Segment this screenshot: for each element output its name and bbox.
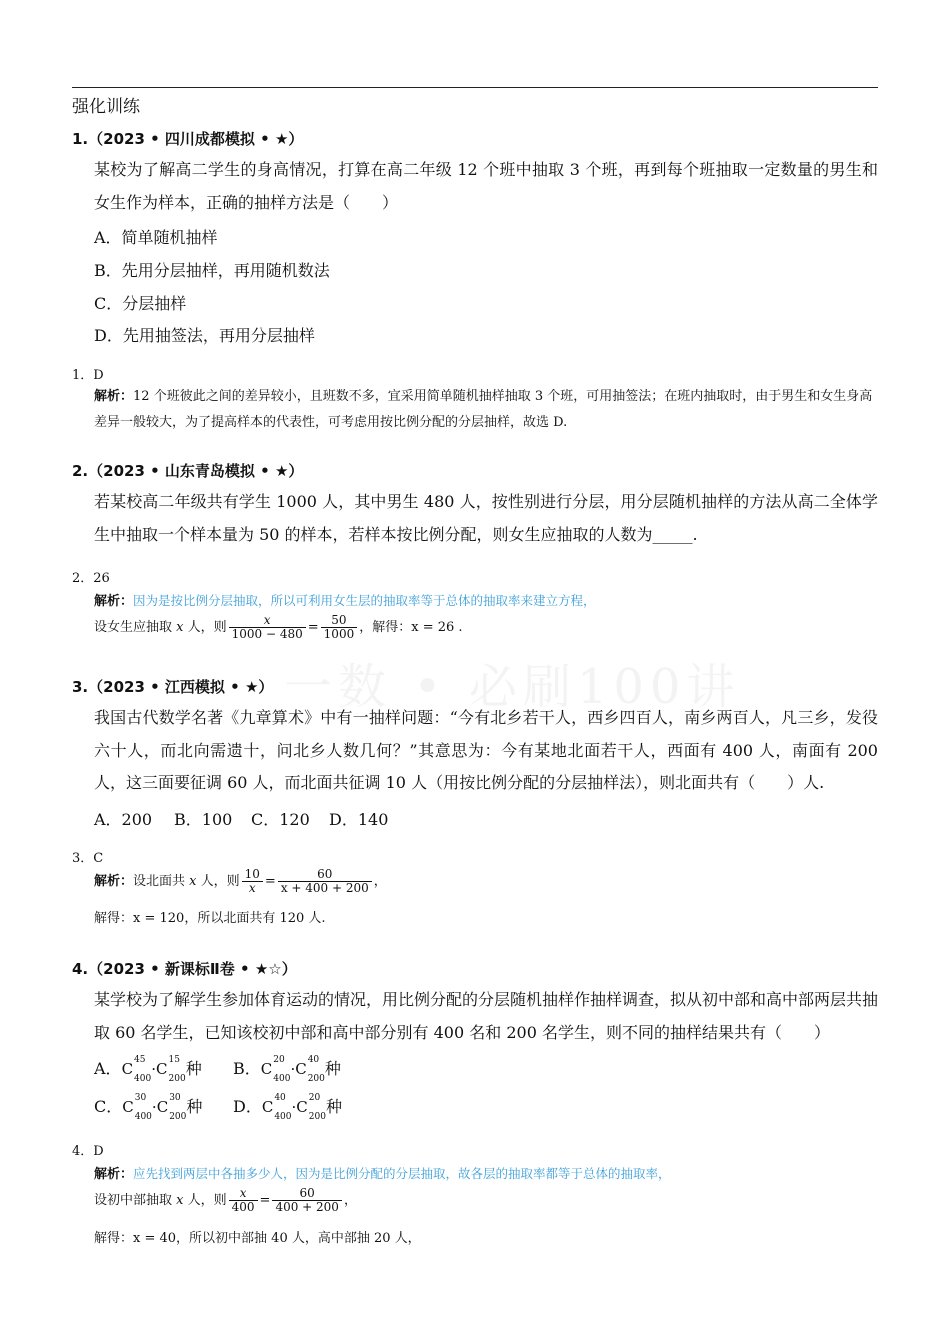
fraction: $\frac{x}{1000 - 480}$ — [229, 614, 306, 641]
question-4-option-b: B．$C^{20}$ $_{400}\cdot C^{40}$ $_{200}$种 — [233, 1055, 341, 1084]
answer-2: 2．26 — [72, 571, 110, 586]
solution-1-text: 12 个班彼此之间的差异较小，且班数不多，宜采用简单随机抽样抽取 3 个班，可用抽签法；在班内抽取时，由于男生和女生身高差异一般较大，为了提高样本的代表性，可考虑用按比例分配的分层抽样，故选 D. — [94, 389, 873, 430]
answer-1: 1．D — [72, 368, 104, 383]
question-3-option-b: B．100 — [174, 810, 233, 829]
question-3-option-a: A．200 — [94, 810, 153, 829]
solution-1 — [94, 384, 878, 436]
question-1-option-c: C．分层抽样 — [94, 294, 187, 313]
solution-4-line-3: 解得：x = 40，所以初中部抽 40 人，高中部抽 20 人， — [94, 1231, 421, 1246]
fraction: $\frac{60}{x + 400 + 200}$ — [278, 868, 372, 895]
solution-3-line-2: 解得：x = 120，所以北面共有 120 人. — [94, 911, 326, 926]
solution-label: 解析： — [94, 594, 134, 609]
answer-4: 4．D — [72, 1144, 104, 1159]
question-1-option-a: A．简单随机抽样 — [94, 228, 218, 247]
question-2-text: 若某校高二年级共有学生 1000 人，其中男生 480 人，按性别进行分层，用分层随机抽样的方法从高二全体学生中抽取一个样本量为 50 的样本，若样本按比例分配，则女生应抽取的人数为_____. — [94, 492, 878, 544]
question-1-option-d: D．先用抽签法，再用分层抽样 — [94, 326, 315, 345]
solution-4-line-2: 设初中部抽取 x 人，则 $\frac{x}{400}$ = $\frac{60}{400 + 200}$ ， — [94, 1186, 357, 1215]
solution-2-line-1 — [94, 588, 878, 615]
fraction: $\frac{60}{400 + 200}$ — [272, 1187, 342, 1214]
solution-label: 解析： — [94, 389, 134, 404]
question-3-header: 3.（2023 • 江西模拟 • ★） — [72, 678, 274, 696]
question-1-header: 1.（2023 • 四川成都模拟 • ★） — [72, 130, 304, 148]
question-4-text: 某学校为了解学生参加体育运动的情况，用比例分配的分层随机抽样作抽样调查，拟从初中部和高中部两层共抽取 60 名学生，已知该校初中部和高中部分别有 400 名和 200 名学生，则不同的抽样结果共有（ ） — [94, 990, 879, 1042]
question-3-text: 我国古代数学名著《九章算术》中有一抽样问题：“今有北乡若干人，西乡四百人，南乡两百人，凡三乡，发役六十人，而北向需遗十，问北乡人数几何？”其意思为：今有某地北面若干人，西面有 400 人，南面有 200 人，这三面要征调 60 人，而北面共征调 10 人（用按比例分配的分层抽样法），则北面共有（ ）人. — [94, 708, 878, 792]
fraction: $\frac{10}{x}$ — [242, 868, 263, 895]
section-title: 强化训练 — [72, 97, 140, 117]
question-3-option-c: C．120 — [251, 810, 310, 829]
solution-2-hint: 因为是按比例分层抽取，所以可利用女生层的抽取率等于总体的抽取率来建立方程， — [133, 593, 596, 608]
top-rule — [72, 87, 878, 88]
solution-2-line-2: 设女生应抽取 x 人，则 $\frac{x}{1000 - 480}$ = $\frac{50}{1000}$ ，解得：x = 26 . — [94, 613, 463, 642]
question-4-option-d: D．$C^{40}$ $_{400}\cdot C^{20}$ $_{200}$种 — [233, 1093, 342, 1122]
answer-3: 3．C — [72, 851, 104, 866]
fraction: $\frac{x}{400}$ — [229, 1187, 258, 1214]
question-4-header: 4.（2023 • 新课标Ⅱ卷 • ★☆） — [72, 960, 297, 978]
question-1-option-b: B．先用分层抽样，再用随机数法 — [94, 261, 330, 280]
solution-3-line-1: 解析：设北面共 x 人，则 $\frac{10}{x}$ = $\frac{60}{x + 400 + 200}$ ， — [94, 867, 387, 896]
fraction: $\frac{50}{1000}$ — [321, 614, 358, 641]
question-4-option-c: C．$C^{30}$ $_{400}\cdot C^{30}$ $_{200}$种 — [94, 1093, 203, 1122]
question-1-text: 某校为了解高二学生的身高情况，打算在高二年级 12 个班中抽取 3 个班，再到每个班抽取一定数量的男生和女生作为样本，正确的抽样方法是（ ） — [94, 160, 878, 212]
question-2-header: 2.（2023 • 山东青岛模拟 • ★） — [72, 462, 304, 480]
solution-4-hint: 应先找到两层中各抽多少人，因为是比例分配的分层抽取，故各层的抽取率都等于总体的抽取率， — [133, 1166, 671, 1181]
watermark: 一数 • 必刷100讲 — [284, 659, 741, 715]
solution-4-line-1: 解析：应先找到两层中各抽多少人，因为是比例分配的分层抽取，故各层的抽取率都等于总体的抽取率， — [94, 1166, 671, 1182]
question-3-option-d: D．140 — [329, 810, 389, 829]
question-4-option-a: A．$C^{45}$ $_{400}\cdot C^{15}$ $_{200}$种 — [94, 1055, 202, 1084]
